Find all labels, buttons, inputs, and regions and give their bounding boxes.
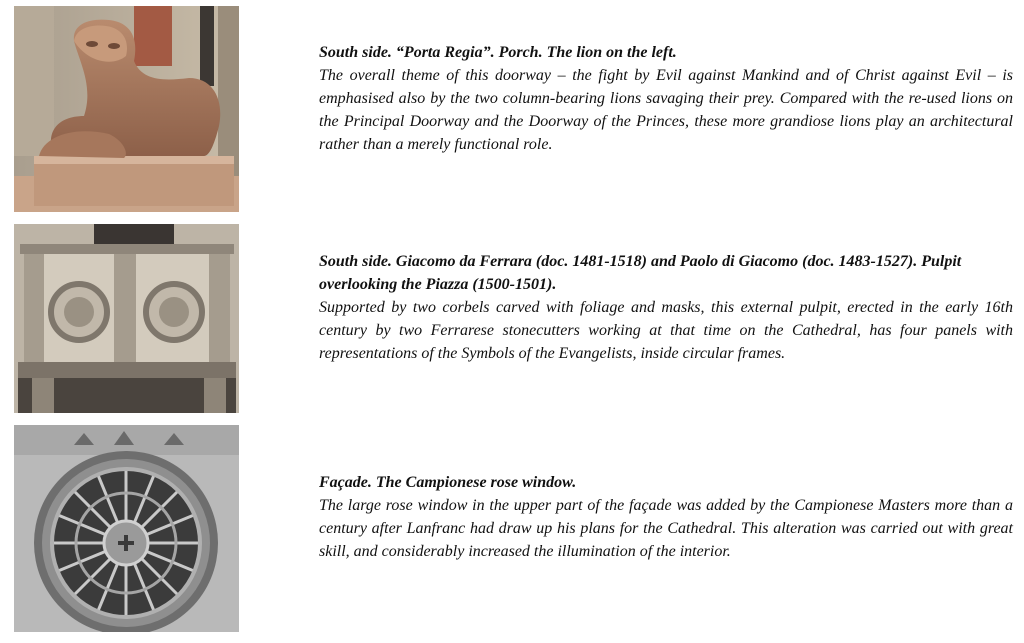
lion-sculpture-photo <box>14 6 239 212</box>
entry-body: Supported by two corbels carved with foliage and masks, this external pulpit, erected in the early 16th century by two Ferrarese stonecutters working at that time on the Cathedral, has four panels with representations of the Symbols of the Evangelists, inside circular frames. <box>319 299 1013 362</box>
pulpit-caption <box>319 250 1013 365</box>
entry-body: The large rose window in the upper part of the façade was added by the Campionese Masters more than a century after Lanfranc had draw up his plans for the Cathedral. This alteration was carried out with great skill, and considerably increased the illumination of the interior. <box>319 497 1013 560</box>
entry-title: South side. “Porta Regia”. Porch. The lion on the left. <box>319 44 677 61</box>
entry-title: South side. Giacomo da Ferrara (doc. 1481-1518) and Paolo di Giacomo (doc. 1483-1527). Pulpit overlooking the Piazza (1500-1501). <box>319 253 962 293</box>
pulpit-photo <box>14 224 239 413</box>
lion-caption <box>319 41 1013 156</box>
entry-body: The overall theme of this doorway – the fight by Evil against Mankind and of Christ against Evil – is emphasised also by the two column-bearing lions savaging their prey. Compared with the re-used lions on the Principal Doorway and the Doorway of the Princes, these more grandiose lions play an architectural rather than a merely functional role. <box>319 67 1013 153</box>
rose-window-caption <box>319 471 1013 563</box>
entry-title: Façade. The Campionese rose window. <box>319 474 577 491</box>
rose-window-photo <box>14 425 239 632</box>
